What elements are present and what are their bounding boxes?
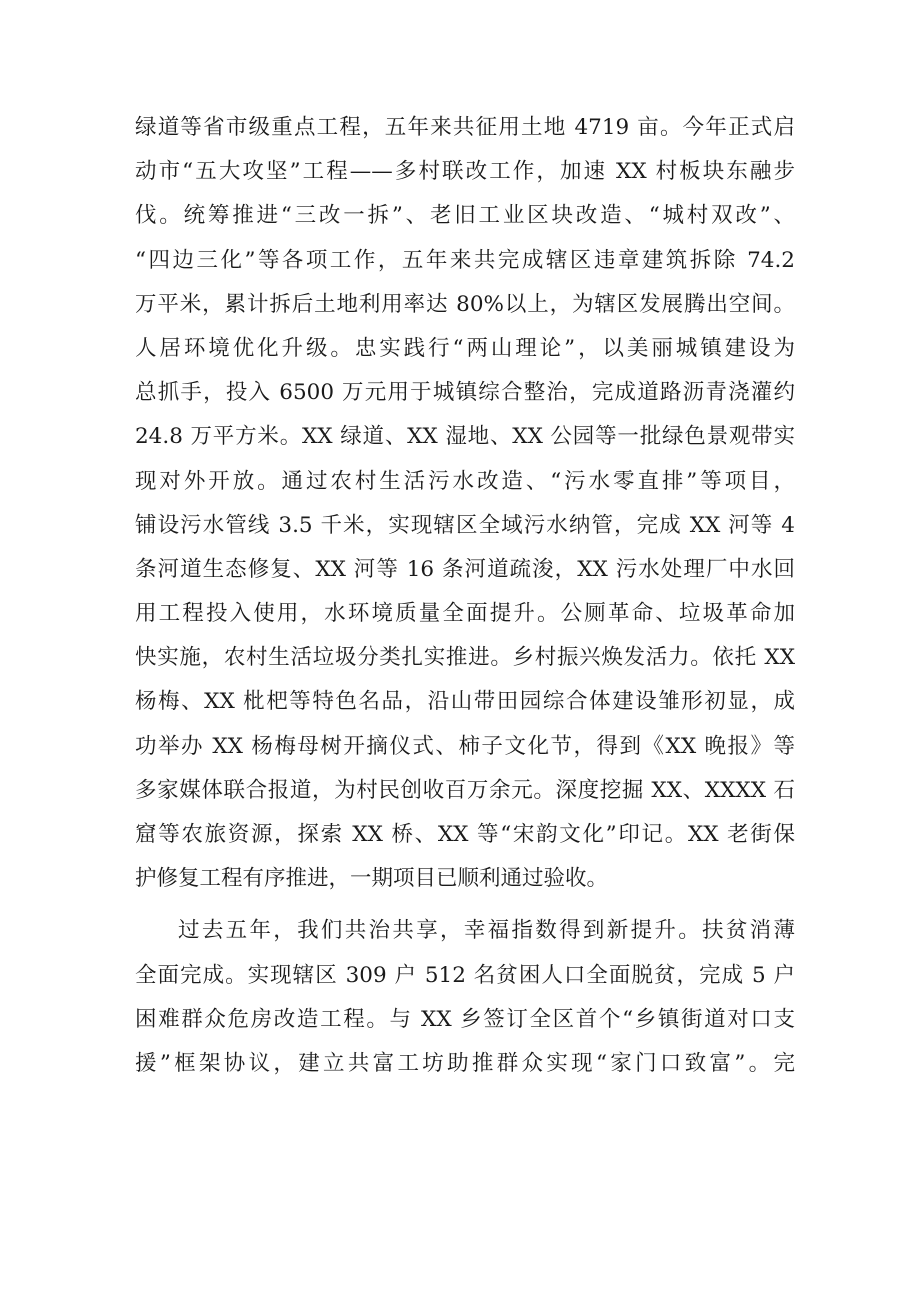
paragraph-spacer [135, 901, 795, 909]
text-line: 万平米，累计拆后土地利用率达 80%以上，为辖区发展腾出空间。 [135, 291, 795, 317]
text-line: “四边三化”等各项工作，五年来共完成辖区违章建筑拆除 74.2 [135, 247, 795, 273]
document-body [135, 106, 795, 1086]
paragraph-1 [135, 106, 795, 901]
text-line: 过去五年，我们共治共享，幸福指数得到新提升。扶贫消薄 [178, 918, 795, 944]
text-line: 绿道等省市级重点工程，五年来共征用土地 4719 亩。今年正式启 [135, 115, 795, 140]
text-line: 护修复工程有序推进，一期项目已顺利通过验收。 [135, 866, 609, 892]
text-line: 铺设污水管线 3.5 千米，实现辖区全域污水纳管，完成 XX 河等 4 [135, 512, 795, 538]
text-line: 人居环境优化升级。忠实践行“两山理论”，以美丽城镇建设为 [135, 335, 795, 361]
text-line: 多家媒体联合报道，为村民创收百万余元。深度挖掘 XX、XXXX 石 [135, 777, 795, 803]
text-line: 快实施，农村生活垃圾分类扎实推进。乡村振兴焕发活力。依托 XX [135, 645, 795, 671]
text-line: 24.8 万平方米。XX 绿道、XX 湿地、XX 公园等一批绿色景观带实 [135, 424, 795, 450]
text-line: 功举办 XX 杨梅母树开摘仪式、柿子文化节，得到《XX 晚报》等 [135, 733, 795, 759]
text-line: 现对外开放。通过农村生活污水改造、“污水零直排”等项目， [135, 468, 795, 494]
paragraph-2 [135, 909, 795, 1086]
text-line: 援”框架协议，建立共富工坊助推群众实现“家门口致富”。完 [135, 1050, 795, 1076]
text-line: 总抓手，投入 6500 万元用于城镇综合整治，完成道路沥青浇灌约 [135, 380, 795, 406]
text-line: 用工程投入使用，水环境质量全面提升。公厕革命、垃圾革命加 [135, 601, 795, 627]
text-line: 伐。统筹推进“三改一拆”、老旧工业区块改造、“城村双改”、 [135, 203, 795, 229]
text-line: 动市“五大攻坚”工程——多村联改工作，加速 XX 村板块东融步 [135, 159, 795, 185]
text-line: 窟等农旅资源，探索 XX 桥、XX 等“宋韵文化”印记。XX 老街保 [135, 822, 795, 847]
text-line: 条河道生态修复、XX 河等 16 条河道疏浚，XX 污水处理厂中水回 [135, 556, 795, 582]
text-line: 全面完成。实现辖区 309 户 512 名贫困人口全面脱贫，完成 5 户 [135, 962, 795, 988]
text-line: 困难群众危房改造工程。与 XX 乡签订全区首个“乡镇街道对口支 [135, 1006, 795, 1032]
text-line: 杨梅、XX 枇杷等特色名品，沿山带田园综合体建设雏形初显，成 [135, 689, 795, 715]
